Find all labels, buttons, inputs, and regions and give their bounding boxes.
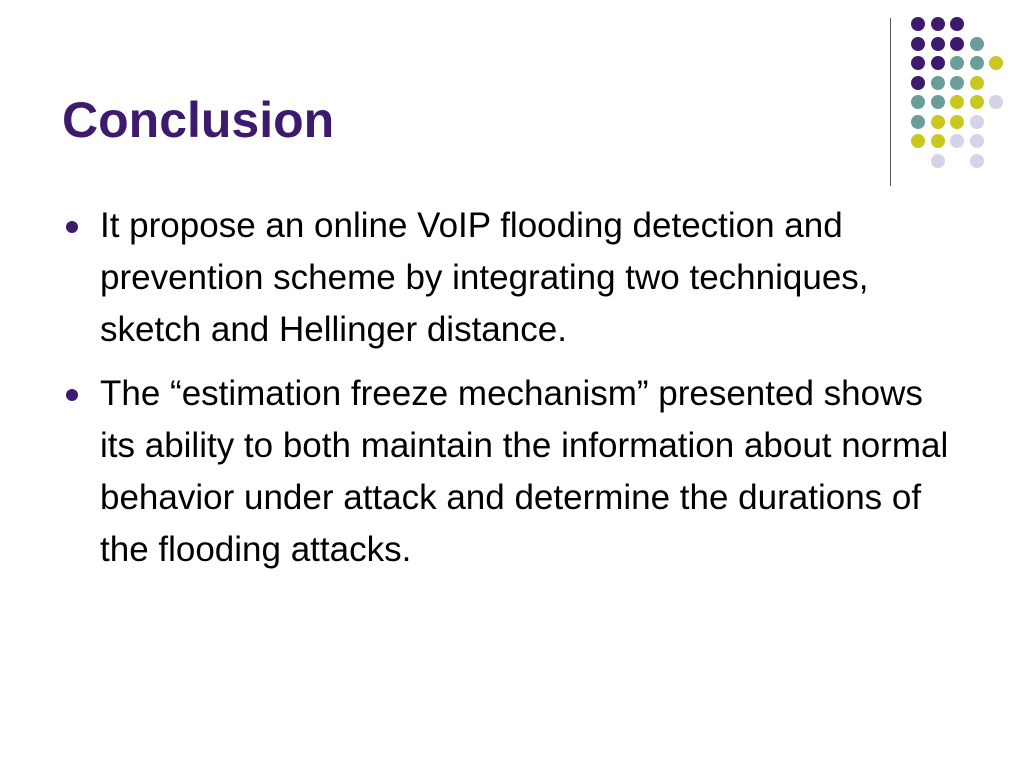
bullet-marker-icon: [66, 389, 78, 401]
decorative-dot-icon: [911, 76, 925, 90]
bullet-list: [62, 200, 962, 588]
decorative-dot-icon: [950, 56, 964, 70]
decorative-dot-grid: [0, 0, 1024, 200]
bullet-item: [62, 200, 962, 356]
decorative-dot-icon: [950, 76, 964, 90]
decorative-dot-icon: [931, 17, 945, 31]
decorative-dot-icon: [970, 76, 984, 90]
decorative-dot-icon: [931, 95, 945, 109]
decorative-dot-icon: [931, 56, 945, 70]
decorative-dot-icon: [950, 37, 964, 51]
bullet-item: [62, 368, 962, 576]
slide-title: Conclusion: [62, 92, 335, 148]
decorative-dot-icon: [950, 115, 964, 129]
decorative-dot-icon: [911, 134, 925, 148]
decorative-dot-icon: [970, 115, 984, 129]
decorative-dot-icon: [911, 17, 925, 31]
decorative-dot-icon: [970, 95, 984, 109]
decorative-dot-icon: [970, 134, 984, 148]
decorative-dot-icon: [931, 134, 945, 148]
decorative-dot-icon: [950, 17, 964, 31]
decorative-dot-icon: [911, 115, 925, 129]
decorative-dot-icon: [950, 134, 964, 148]
decorative-dot-icon: [931, 115, 945, 129]
decorative-dot-icon: [970, 154, 984, 168]
decorative-dot-icon: [931, 154, 945, 168]
decorative-dot-icon: [989, 95, 1003, 109]
decorative-dot-icon: [931, 37, 945, 51]
decorative-dot-icon: [911, 95, 925, 109]
decorative-dot-icon: [970, 56, 984, 70]
bullet-marker-icon: [66, 221, 78, 233]
bullet-text: The “estimation freeze mechanism” presented shows its ability to both maintain the information about normal behavior under attack and determine the durations of the flooding attacks.: [100, 374, 949, 569]
decorative-dot-icon: [911, 37, 925, 51]
decorative-dot-icon: [989, 56, 1003, 70]
decorative-dot-icon: [911, 56, 925, 70]
bullet-text: It propose an online VoIP flooding detection and prevention scheme by integrating two techniques, sketch and Hellinger distance.: [100, 206, 869, 349]
decorative-dot-icon: [931, 76, 945, 90]
decorative-dot-icon: [950, 95, 964, 109]
decorative-dot-icon: [970, 37, 984, 51]
